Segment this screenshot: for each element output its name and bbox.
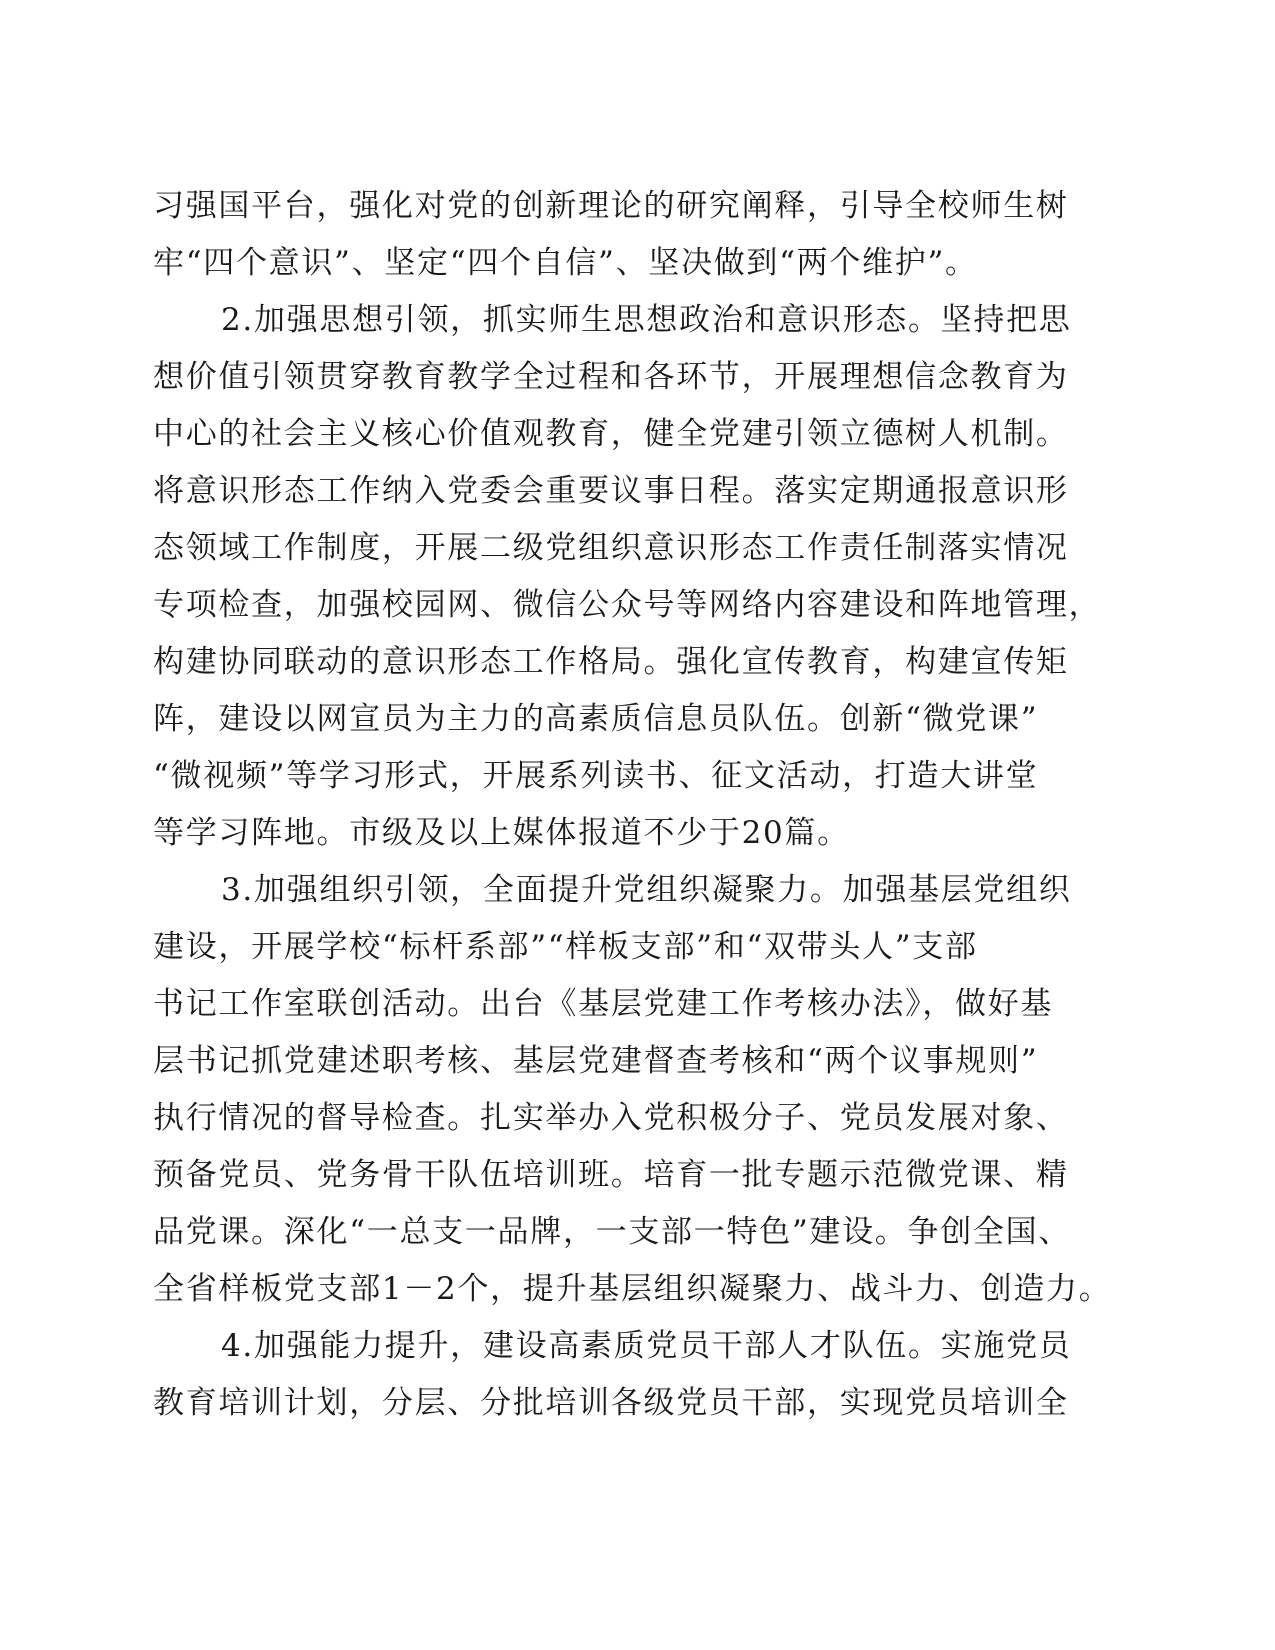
text-line: 专项检查，加强校园网、微信公众号等网络内容建设和阵地管理， bbox=[153, 587, 1102, 623]
text-line: 书记工作室联创活动。出台《基层党建工作考核办法》，做好基 bbox=[153, 986, 1054, 1022]
text-line: 习强国平台，强化对党的创新理论的研究阐释，引导全校师生树 bbox=[153, 188, 1069, 224]
text-line: 全省样板党支部1－2个，提升基层组织凝聚力、战斗力、创造力。 bbox=[153, 1271, 1112, 1307]
text-line: 预备党员、党务骨干队伍培训班。培育一批专题示范微党课、精 bbox=[153, 1157, 1069, 1193]
text-line: 牢“四个意识”、坚定“四个自信”、坚决做到“两个维护”。 bbox=[153, 245, 978, 281]
paragraph-start-line: 4.加强能力提升，建设高素质党员干部人才队伍。实施党员 bbox=[221, 1328, 1072, 1364]
text-line: 中心的社会主义核心价值观教育，健全党建引领立德树人机制。 bbox=[153, 416, 1069, 452]
text-line: 层书记抓党建述职考核、基层党建督查考核和“两个议事规则” bbox=[153, 1043, 1039, 1079]
text-line: 执行情况的督导检查。扎实举办入党积极分子、党员发展对象、 bbox=[153, 1100, 1069, 1136]
text-line: 建设，开展学校“标杆系部”“样板支部”和“双带头人”支部 bbox=[153, 929, 978, 965]
text-line: 构建协同联动的意识形态工作格局。强化宣传教育，构建宣传矩 bbox=[153, 644, 1069, 680]
document-body bbox=[153, 178, 1128, 1432]
text-line: 将意识形态工作纳入党委会重要议事日程。落实定期通报意识形 bbox=[153, 473, 1069, 509]
text-line: 品党课。深化“一总支一品牌，一支部一特色”建设。争创全国、 bbox=[153, 1214, 1071, 1250]
text-line: 阵，建设以网宣员为主力的高素质信息员队伍。创新“微党课” bbox=[153, 701, 1039, 737]
text-line: 等学习阵地。市级及以上媒体报道不少于20篇。 bbox=[153, 815, 850, 851]
text-line: 态领域工作制度，开展二级党组织意识形态工作责任制落实情况 bbox=[153, 530, 1069, 566]
paragraph-start-line: 2.加强思想引领，抓实师生思想政治和意识形态。坚持把思 bbox=[221, 302, 1072, 338]
text-line: 教育培训计划，分层、分批培训各级党员干部，实现党员培训全 bbox=[153, 1385, 1069, 1421]
paragraph-start-line: 3.加强组织引领，全面提升党组织凝聚力。加强基层党组织 bbox=[221, 872, 1072, 908]
text-line: “微视频”等学习形式，开展系列读书、征文活动，打造大讲堂 bbox=[153, 758, 1039, 794]
text-line: 想价值引领贯穿教育教学全过程和各环节，开展理想信念教育为 bbox=[153, 359, 1069, 395]
